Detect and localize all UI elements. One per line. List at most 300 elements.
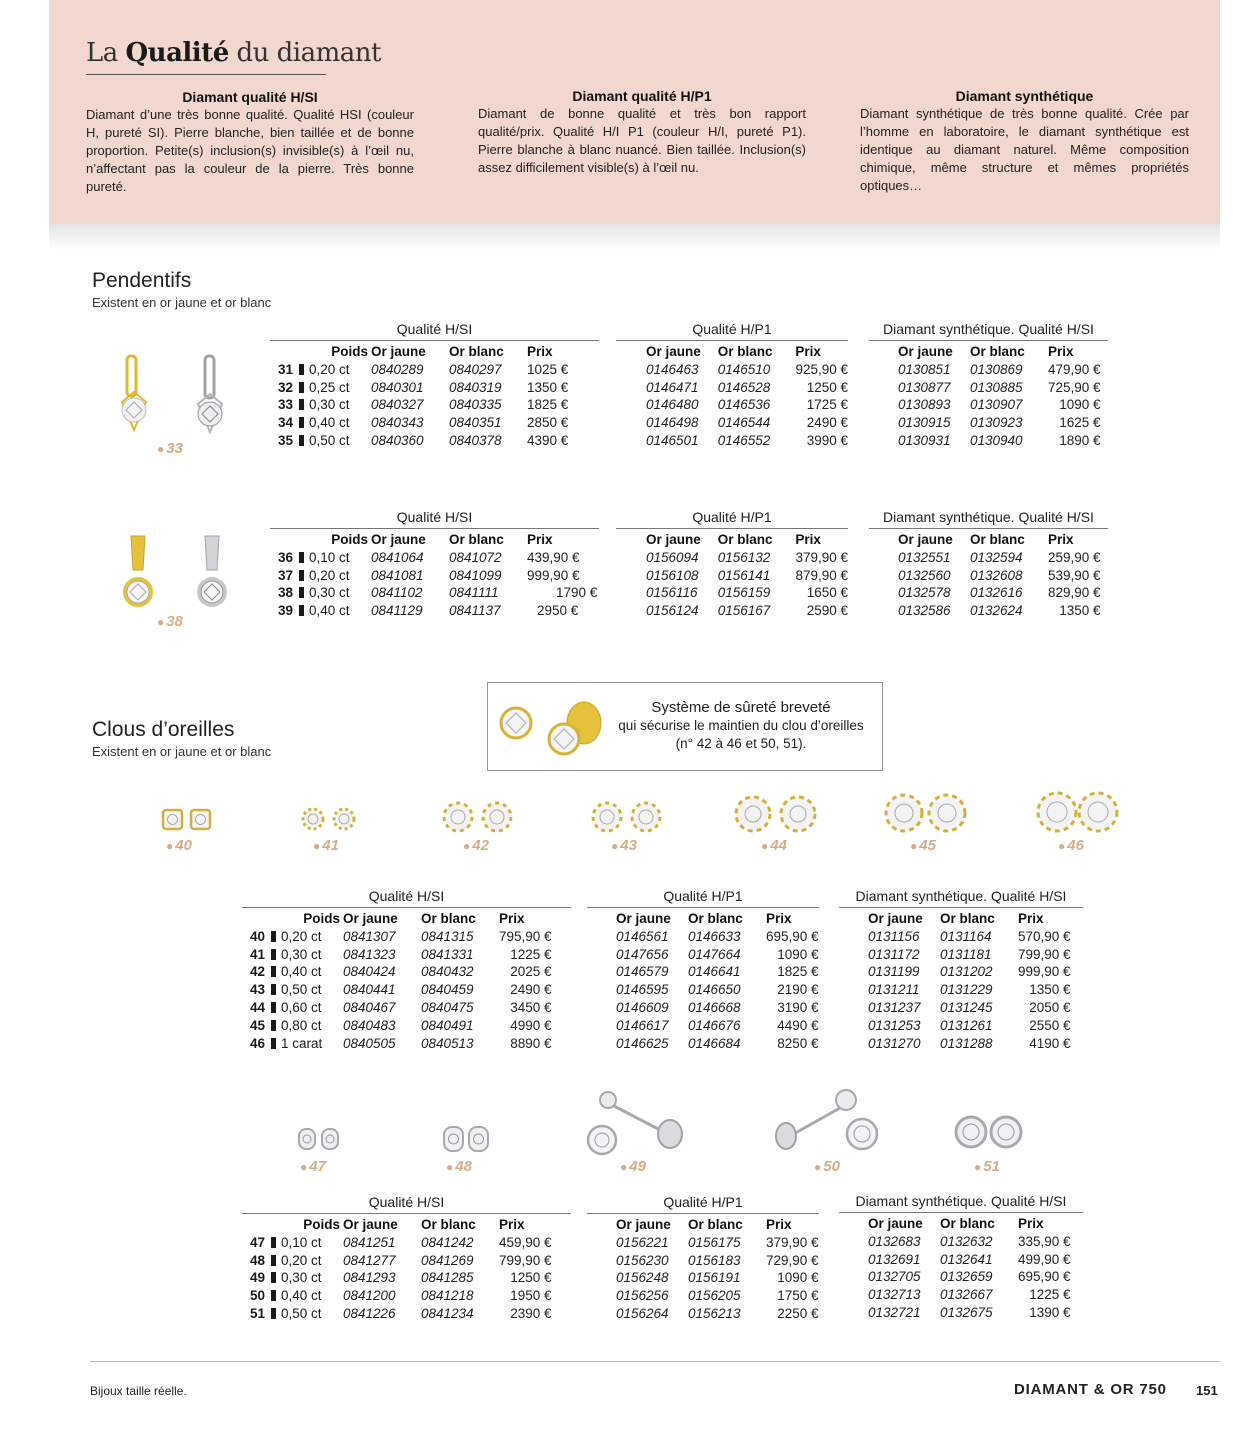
table-row xyxy=(868,1286,1071,1304)
column-header: Or jaune xyxy=(616,1217,671,1232)
cell-code: 0130931 xyxy=(898,432,951,448)
cell-code: 0156230 xyxy=(616,1252,669,1268)
cell-price: 795,90 € xyxy=(499,928,552,944)
earring-pair-45-icon xyxy=(882,790,968,836)
cell-w: 0,60 ct xyxy=(281,999,322,1015)
table-header-row xyxy=(616,1216,819,1234)
column-header: Or jaune xyxy=(646,344,701,359)
cell-code: 0146650 xyxy=(688,982,741,998)
footer-rule xyxy=(90,1361,1220,1362)
ref-label-41: ● 41 xyxy=(313,837,339,854)
cell-code: 0146561 xyxy=(616,928,669,944)
cell-code: 0840319 xyxy=(449,379,502,395)
cell-bar xyxy=(265,1234,281,1252)
cell-price: 3990 € xyxy=(806,432,848,448)
cell-price: 1950 € xyxy=(510,1288,552,1304)
cell-price: 8890 € xyxy=(510,1035,552,1051)
cell-code: 0841285 xyxy=(421,1270,474,1286)
cell-w: 0,80 ct xyxy=(281,1017,322,1033)
cell-code: 0147656 xyxy=(616,946,669,962)
table-row xyxy=(616,999,819,1017)
ref-label-40: ● 40 xyxy=(166,837,192,854)
cell-price: 1025 € xyxy=(527,361,569,377)
cell-w: 0,20 ct xyxy=(281,1252,322,1268)
table-row xyxy=(270,379,599,397)
cell-w: 0,20 ct xyxy=(309,567,350,583)
cell-price: 999,90 € xyxy=(1018,964,1071,980)
table-4-hsi-heading: Qualité H/SI xyxy=(242,1193,571,1214)
cell-bar xyxy=(265,1287,281,1305)
cell-price: 799,90 € xyxy=(499,1252,552,1268)
cell-code: 0132683 xyxy=(868,1233,921,1249)
cell-code: 0840327 xyxy=(371,397,424,413)
cell-code: 0840467 xyxy=(343,999,396,1015)
cell-bar xyxy=(265,1305,281,1323)
cell-code: 0841111 xyxy=(449,585,499,601)
quality-hp1-title: Diamant qualité H/P1 xyxy=(572,88,712,104)
col-prix: Prix xyxy=(527,344,553,359)
column-header: Or blanc xyxy=(421,911,476,926)
table-row xyxy=(646,549,848,567)
cell-code: 0841137 xyxy=(449,603,501,619)
table-row xyxy=(242,1234,552,1252)
cell-code: 0131172 xyxy=(868,946,920,962)
cell-bar xyxy=(265,1017,281,1035)
cell-code: 0840378 xyxy=(449,432,502,448)
cell-code: 0131245 xyxy=(940,999,993,1015)
cell-code: 0131156 xyxy=(868,928,920,944)
cell-num: 48 xyxy=(249,1252,265,1268)
cell-code: 0146498 xyxy=(646,415,699,431)
cell-num: 36 xyxy=(277,549,293,565)
cell-code: 0130923 xyxy=(970,415,1023,431)
cell-code: 0146595 xyxy=(616,982,669,998)
cell-price: 2490 € xyxy=(510,982,552,998)
table-3-synth xyxy=(839,887,1083,1052)
table-3-hsi-heading: Qualité H/SI xyxy=(242,887,571,908)
cell-code: 0132641 xyxy=(940,1251,993,1267)
earring-pair-51-icon xyxy=(954,1110,1026,1154)
table-row xyxy=(868,1304,1071,1322)
cell-code: 0146528 xyxy=(717,379,771,395)
cell-price: 2550 € xyxy=(1029,1017,1071,1033)
cell-code: 0156116 xyxy=(646,585,698,601)
cell-code: 0146641 xyxy=(688,964,741,980)
cell-price: 695,90 € xyxy=(766,928,819,944)
column-header: Or blanc xyxy=(688,1217,743,1232)
column-header: Or blanc xyxy=(970,532,1025,547)
cell-code: 0131211 xyxy=(868,982,920,998)
footer-brand: DIAMANT & OR 750 xyxy=(1014,1381,1167,1398)
column-header: Or jaune xyxy=(898,344,953,359)
cell-price: 1350 € xyxy=(1029,982,1071,998)
column-header: Or jaune xyxy=(898,532,953,547)
ref-label-45: ● 45 xyxy=(910,837,936,854)
table-3-synth-heading: Diamant synthétique. Qualité H/SI xyxy=(839,887,1083,908)
column-header: Or blanc xyxy=(717,344,773,359)
column-header: Or blanc xyxy=(688,911,743,926)
cell-code: 0132594 xyxy=(970,549,1023,565)
table-row xyxy=(616,1305,819,1323)
title-rule xyxy=(86,74,326,75)
cell-bar xyxy=(293,396,309,414)
cell-price: 2590 € xyxy=(806,603,848,619)
cell-code: 0131270 xyxy=(868,1035,921,1051)
cell-bar xyxy=(293,567,309,585)
table-row xyxy=(646,432,848,450)
cell-code: 0146676 xyxy=(688,1017,741,1033)
table-row xyxy=(270,414,599,432)
table-row xyxy=(270,567,599,585)
table-row xyxy=(242,1252,552,1270)
table-row xyxy=(868,999,1071,1017)
table-row xyxy=(898,396,1101,414)
column-header: Or jaune xyxy=(616,911,671,926)
cell-code: 0840289 xyxy=(371,361,424,377)
cell-num: 43 xyxy=(249,982,265,998)
table-row xyxy=(898,549,1101,567)
column-header: Or jaune xyxy=(868,1216,923,1231)
cell-code: 0146544 xyxy=(717,415,771,431)
cell-price: 3450 € xyxy=(510,999,552,1015)
cell-bar xyxy=(265,928,281,946)
quality-hp1 xyxy=(478,87,806,177)
cell-price: 2490 € xyxy=(806,415,848,431)
table-row xyxy=(646,396,848,414)
table-row xyxy=(616,946,819,964)
column-header: Poids xyxy=(303,1217,340,1232)
table-row xyxy=(616,1287,819,1305)
cell-code: 0131288 xyxy=(940,1035,993,1051)
cell-code: 0840424 xyxy=(343,964,396,980)
cell-num: 35 xyxy=(277,432,293,448)
cell-price: 1350 € xyxy=(1059,603,1101,619)
table-row xyxy=(242,1017,552,1035)
cell-price: 4190 € xyxy=(1029,1035,1071,1051)
table-row xyxy=(242,1035,552,1053)
column-header: Or jaune xyxy=(868,911,923,926)
table-row xyxy=(898,414,1101,432)
cell-bar xyxy=(293,414,309,432)
cell-price: 2050 € xyxy=(1029,999,1071,1015)
column-header: Prix xyxy=(499,1217,525,1232)
cell-price: 1250 € xyxy=(510,1270,552,1286)
cell-price: 1625 € xyxy=(1059,415,1101,431)
column-header: Or blanc xyxy=(449,532,504,547)
cell-code: 0146552 xyxy=(717,432,771,448)
cell-w: 0,50 ct xyxy=(281,1305,322,1321)
cell-code: 0156248 xyxy=(616,1270,669,1286)
cell-code: 0841218 xyxy=(421,1288,474,1304)
cell-price: 499,90 € xyxy=(1018,1251,1071,1267)
cell-code: 0131261 xyxy=(940,1017,993,1033)
cell-code: 0156256 xyxy=(616,1288,669,1304)
cell-price: 2250 € xyxy=(777,1305,819,1321)
table-row xyxy=(646,602,848,620)
table-header-row xyxy=(270,531,599,549)
cell-code: 0841200 xyxy=(343,1288,396,1304)
cell-code: 0130893 xyxy=(898,397,951,413)
table-1-hsi xyxy=(270,320,599,450)
cell-price: 2950 € xyxy=(537,603,579,619)
cell-price: 1650 € xyxy=(806,585,848,601)
table-row xyxy=(646,379,848,397)
section-subtitle-pendentifs: Existent en or jaune et or blanc xyxy=(92,295,272,310)
cell-code: 0132667 xyxy=(940,1287,993,1303)
column-header: Prix xyxy=(1018,1216,1044,1231)
cell-num: 47 xyxy=(249,1234,265,1250)
pendant-yellow-gold-bail-icon xyxy=(118,534,158,614)
table-row xyxy=(646,361,848,379)
column-header: Prix xyxy=(795,344,821,359)
table-2-hp1-heading: Qualité H/P1 xyxy=(616,508,848,529)
cell-code: 0130907 xyxy=(970,397,1023,413)
cell-w: 0,50 ct xyxy=(281,982,322,998)
quality-synth-text: Diamant synthétique de très bonne qualité. Crée par l’homme en laboratoire, le diamant synthétique est identique au diamant naturel. Même composition chimique, même structure et mêmes propriétés optiques… xyxy=(860,106,1189,193)
cell-price: 925,90 € xyxy=(795,361,848,377)
cell-bar xyxy=(265,1035,281,1053)
ref-label-43: ● 43 xyxy=(611,837,637,854)
cell-code: 0130885 xyxy=(970,379,1023,395)
cell-code: 0840301 xyxy=(371,379,424,395)
earring-pair-47-icon xyxy=(296,1126,342,1152)
table-header-row xyxy=(898,343,1101,361)
table-2-synth-heading: Diamant synthétique. Qualité H/SI xyxy=(869,508,1108,529)
table-row xyxy=(242,1269,552,1287)
cell-bar xyxy=(265,1269,281,1287)
cell-code: 0840441 xyxy=(343,982,396,998)
cell-code: 0841269 xyxy=(421,1252,474,1268)
cell-code: 0146579 xyxy=(616,964,669,980)
cell-code: 0156175 xyxy=(688,1234,741,1250)
table-row xyxy=(242,963,552,981)
cell-price: 1390 € xyxy=(1029,1304,1071,1320)
table-row xyxy=(868,1035,1071,1053)
table-row xyxy=(868,1268,1071,1286)
cell-code: 0156213 xyxy=(688,1305,741,1321)
cell-num: 42 xyxy=(249,964,265,980)
cell-price: 1090 € xyxy=(1059,397,1101,413)
cell-w: 0,30 ct xyxy=(309,585,350,601)
table-row xyxy=(616,1252,819,1270)
cell-price: 799,90 € xyxy=(1018,946,1071,962)
column-header: Prix xyxy=(499,911,525,926)
cell-code: 0840432 xyxy=(421,964,474,980)
cell-code: 0132560 xyxy=(898,567,951,583)
cell-code: 0132624 xyxy=(970,603,1023,619)
cell-code: 0131229 xyxy=(940,982,993,998)
table-row xyxy=(270,602,599,620)
cell-code: 0131199 xyxy=(868,964,920,980)
table-row xyxy=(242,928,552,946)
table-header-row xyxy=(868,910,1071,928)
cell-code: 0146536 xyxy=(717,397,771,413)
column-header: Or blanc xyxy=(421,1217,476,1232)
cell-num: 40 xyxy=(249,928,265,944)
table-row xyxy=(646,414,848,432)
cell-code: 0156191 xyxy=(688,1270,741,1286)
cell-code: 0132616 xyxy=(970,585,1023,601)
earring-screw-back-50-icon xyxy=(772,1086,882,1158)
table-row xyxy=(898,432,1101,450)
cell-code: 0130940 xyxy=(970,432,1023,448)
table-row xyxy=(646,584,848,602)
col-poids: Poids xyxy=(331,344,368,359)
cell-code: 0156205 xyxy=(688,1288,741,1304)
cell-code: 0132632 xyxy=(940,1233,993,1249)
cell-code: 0841323 xyxy=(343,946,396,962)
table-header-row xyxy=(270,343,599,361)
column-header: Prix xyxy=(766,1217,792,1232)
earring-pair-46-icon xyxy=(1036,788,1120,836)
column-header: Or jaune xyxy=(343,1217,398,1232)
table-2-hp1 xyxy=(616,508,848,620)
table-row xyxy=(868,1251,1071,1269)
cell-price: 2390 € xyxy=(510,1305,552,1321)
cell-code: 0840483 xyxy=(343,1017,396,1033)
cell-price: 479,90 € xyxy=(1048,361,1101,377)
page-title: La Qualité du diamant xyxy=(86,38,381,68)
ref-label-48: ● 48 xyxy=(446,1158,472,1175)
cell-w: 0,10 ct xyxy=(309,549,350,565)
page-number: 151 xyxy=(1196,1383,1218,1398)
cell-code: 0146463 xyxy=(646,361,699,377)
cell-price: 1825 € xyxy=(527,397,569,413)
cell-price: 3190 € xyxy=(777,999,819,1015)
column-header: Prix xyxy=(1048,344,1074,359)
table-row xyxy=(616,1234,819,1252)
cell-w: 0,50 ct xyxy=(309,432,350,448)
cell-price: 4390 € xyxy=(527,432,569,448)
cell-bar xyxy=(293,549,309,567)
cell-bar xyxy=(293,584,309,602)
table-row xyxy=(868,1233,1071,1251)
cell-price: 570,90 € xyxy=(1018,928,1071,944)
cell-code: 0132721 xyxy=(868,1304,921,1320)
cell-code: 0841307 xyxy=(343,928,396,944)
cell-code: 0130851 xyxy=(898,361,951,377)
cell-price: 439,90 € xyxy=(527,549,580,565)
column-header: Prix xyxy=(527,532,553,547)
cell-price: 2850 € xyxy=(527,415,569,431)
table-4-synth-heading: Diamant synthétique. Qualité H/SI xyxy=(839,1192,1083,1213)
table-row xyxy=(616,1269,819,1287)
table-row xyxy=(868,963,1071,981)
pendant-white-gold-bail-icon xyxy=(192,534,232,614)
cell-num: 45 xyxy=(249,1017,265,1033)
safety-system-box xyxy=(487,682,883,771)
table-row xyxy=(868,1017,1071,1035)
table-4-synth xyxy=(839,1192,1083,1322)
table-row xyxy=(242,981,552,999)
col-or-blanc: Or blanc xyxy=(449,344,504,359)
cell-code: 0146510 xyxy=(717,361,771,377)
cell-w: 0,40 ct xyxy=(309,603,350,619)
table-header-row xyxy=(646,531,848,549)
cell-price: 1725 € xyxy=(806,397,848,413)
cell-code: 0840343 xyxy=(371,415,424,431)
table-header-row xyxy=(868,1215,1071,1233)
pendant-white-gold-icon xyxy=(190,352,230,436)
cell-code: 0841242 xyxy=(421,1234,474,1250)
table-1-hsi-heading: Qualité H/SI xyxy=(270,320,599,341)
ref-label-49: ● 49 xyxy=(620,1158,646,1175)
table-2-hsi-heading: Qualité H/SI xyxy=(270,508,599,529)
cell-code: 0156221 xyxy=(616,1234,669,1250)
column-header: Poids xyxy=(303,911,340,926)
cell-w: 0,40 ct xyxy=(281,1288,322,1304)
cell-code: 0131202 xyxy=(940,964,993,980)
cell-num: 33 xyxy=(277,397,293,413)
cell-num: 32 xyxy=(277,379,293,395)
earring-pair-40-icon xyxy=(160,806,214,832)
column-header: Prix xyxy=(795,532,821,547)
cell-code: 0841064 xyxy=(371,549,424,565)
cell-code: 0840351 xyxy=(449,415,502,431)
column-header: Or jaune xyxy=(646,532,701,547)
cell-code: 0130869 xyxy=(970,361,1023,377)
ref-label-50: ● 50 xyxy=(814,1158,840,1175)
cell-price: 379,90 € xyxy=(795,549,848,565)
section-title-clous: Clous d’oreilles xyxy=(92,718,235,741)
cell-price: 1890 € xyxy=(1059,432,1101,448)
cell-price: 1750 € xyxy=(777,1288,819,1304)
section-title-pendentifs: Pendentifs xyxy=(92,269,192,292)
cell-price: 999,90 € xyxy=(527,567,580,583)
column-header: Or blanc xyxy=(940,1216,995,1231)
table-row xyxy=(616,963,819,981)
cell-bar xyxy=(265,999,281,1017)
table-row xyxy=(616,1035,819,1053)
cell-code: 0132675 xyxy=(940,1304,993,1320)
table-row xyxy=(868,981,1071,999)
cell-num: 38 xyxy=(277,585,293,601)
cell-price: 2025 € xyxy=(510,964,552,980)
cell-code: 0156108 xyxy=(646,567,699,583)
cell-code: 0146684 xyxy=(688,1035,741,1051)
cell-w: 0,20 ct xyxy=(281,928,322,944)
pendant-yellow-gold-icon xyxy=(114,352,154,436)
table-row xyxy=(898,361,1101,379)
cell-code: 0156124 xyxy=(646,603,699,619)
cell-code: 0840513 xyxy=(421,1035,474,1051)
column-header: Or blanc xyxy=(717,532,773,547)
cell-price: 695,90 € xyxy=(1018,1269,1071,1285)
ref-label-33: ● 33 xyxy=(157,440,183,457)
cell-price: 2190 € xyxy=(777,982,819,998)
cell-bar xyxy=(265,946,281,964)
table-header-row xyxy=(616,910,819,928)
earring-screw-back-49-icon xyxy=(586,1088,690,1158)
cell-code: 0841234 xyxy=(421,1305,474,1321)
cell-price: 725,90 € xyxy=(1048,379,1101,395)
cell-code: 0146625 xyxy=(616,1035,669,1051)
table-header-row xyxy=(242,1216,552,1234)
cell-num: 41 xyxy=(249,946,265,962)
footer-note: Bijoux taille réelle. xyxy=(90,1384,187,1398)
table-row xyxy=(242,946,552,964)
cell-code: 0841293 xyxy=(343,1270,396,1286)
cell-num: 50 xyxy=(249,1288,265,1304)
cell-code: 0156159 xyxy=(717,585,771,601)
cell-code: 0146668 xyxy=(688,999,741,1015)
cell-w: 0,25 ct xyxy=(309,379,350,395)
cell-price: 729,90 € xyxy=(766,1252,819,1268)
cell-bar xyxy=(265,981,281,999)
cell-code: 0841129 xyxy=(371,603,423,619)
cell-code: 0841331 xyxy=(421,946,474,962)
header-shadow xyxy=(49,224,1220,250)
